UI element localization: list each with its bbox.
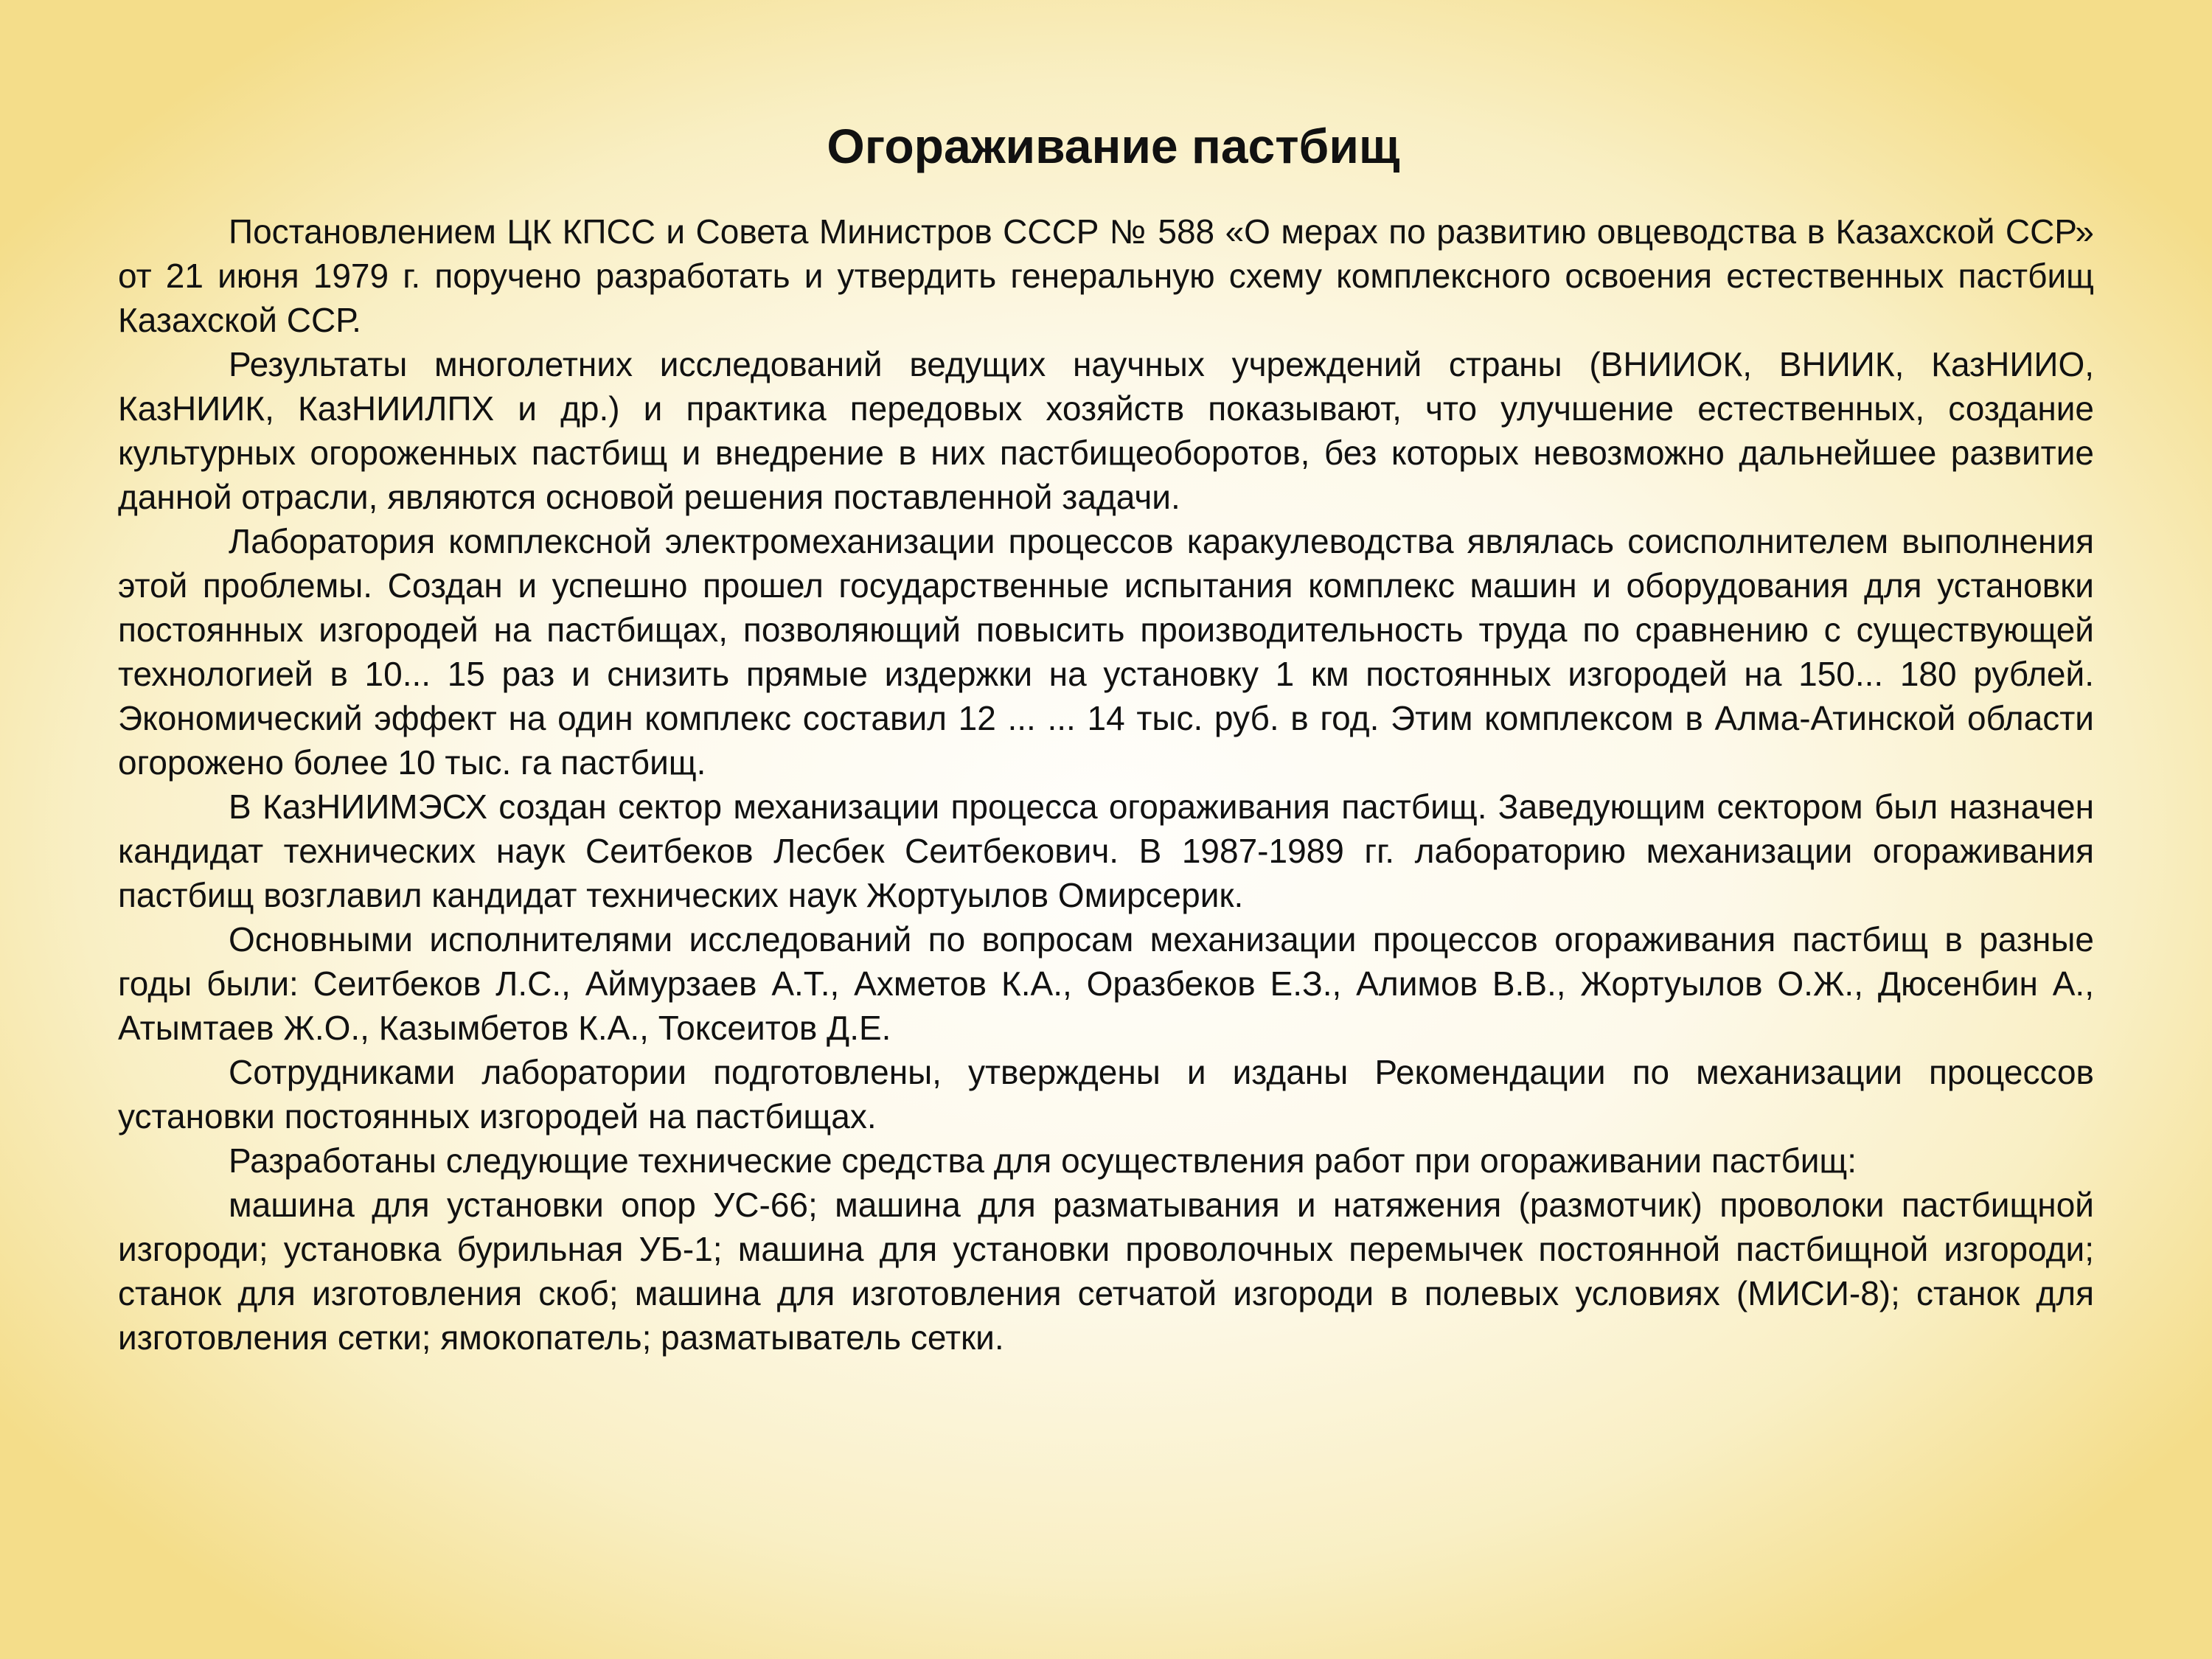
paragraph-recommendations: Сотрудниками лаборатории подготовлены, утверждены и изданы Рекомендации по механизации процессов установки постоянных изгородей на пастбищах. <box>118 1053 2094 1135</box>
paragraph-laboratory: Лаборатория комплексной электромеханизации процессов каракулеводства являлась соисполнителем выполнения этой проблемы. Создан и успешно прошел государственные испытания комплекс машин и оборудования для установки постоянных изгородей на пастбищах, позволяющий повысить производительность труда по сравнению с существующей технологией в 10... 15 раз и снизить прямые издержки на установку 1 км постоянных изгородей на 150... 180 рублей. Экономический эффект на один комплекс составил 12 ... ... 14 тыс. руб. в год. Этим комплексом в Алма-Атинской области огорожено более 10 тыс. га пастбищ. <box>118 522 2094 782</box>
paragraph-equipment-intro: Разработаны следующие технические средства для осуществления работ при огораживании пастбищ: <box>229 1141 1857 1180</box>
paragraph-sector: В КазНИИМЭСХ создан сектор механизации процесса огораживания пастбищ. Заведующим сектором был назначен кандидат технических наук Сеитбеков Лесбек Сеитбекович. В 1987-1989 гг. лабораторию механизации огораживания пастбищ возглавил кандидат технических наук Жортуылов Омирсерик. <box>118 787 2094 914</box>
paragraph-equipment-list: машина для установки опор УС-66; машина для разматывания и натяжения (размотчик) проволоки пастбищной изгороди; установка бурильная УБ-1; машина для установки проволочных перемычек постоянной пастбищной изгороди; станок для изготовления скоб; машина для изготовления сетчатой изгороди в полевых условиях (МИСИ-8); станок для изготовления сетки; ямокопатель; разматыватель сетки. <box>118 1186 2094 1357</box>
paragraph-researchers: Основными исполнителями исследований по вопросам механизации процессов огораживания пастбищ в разные годы были: Сеитбеков Л.С., Аймурзаев А.Т., Ахметов К.А., Оразбеков Е.З., Алимов В.В., Жортуылов О.Ж., Дюсенбин А., Атымтаев Ж.О., Казымбетов К.А., Токсеитов Д.Е. <box>118 920 2094 1047</box>
paragraph-decree: Постановлением ЦК КПСС и Совета Министров СССР № 588 «О мерах по развитию овцеводства в Казахской ССР» от 21 июня 1979 г. поручено разработать и утвердить генеральную схему комплексного освоения естественных пастбищ Казахской ССР. <box>118 212 2094 339</box>
slide-title: Огораживание пастбищ <box>827 119 1400 173</box>
paragraph-research-results: Результаты многолетних исследований ведущих научных учреждений страны (ВНИИОК, ВНИИК, КазНИИО, КазНИИК, КазНИИЛПХ и др.) и практика передовых хозяйств показывают, что улучшение естественных, создание культурных огороженных пастбищ и внедрение в них пастбищеоборотов, без которых невозможно дальнейшее развитие данной отрасли, являются основой решения поставленной задачи. <box>118 345 2094 516</box>
slide-body <box>118 209 2094 1360</box>
